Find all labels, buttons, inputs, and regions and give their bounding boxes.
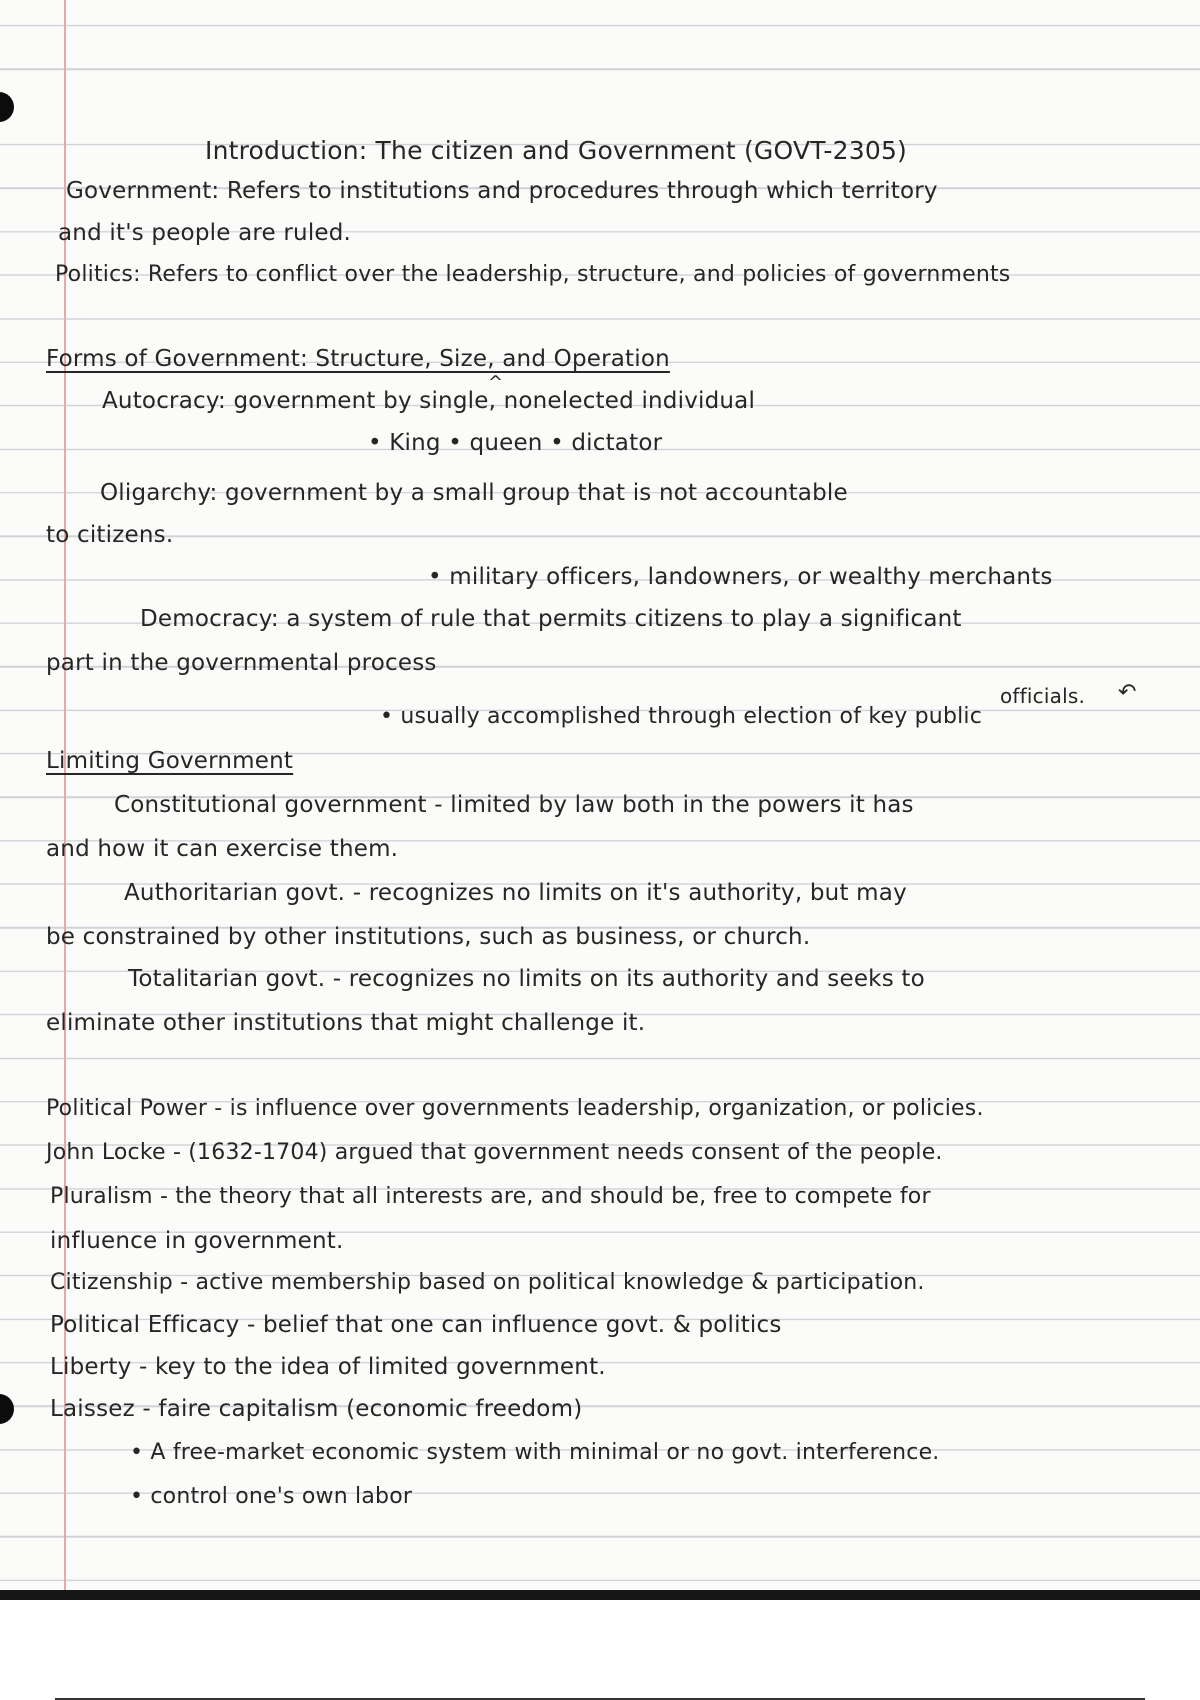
note-line: John Locke - (1632-1704) argued that government needs consent of the people. [46, 1140, 943, 1165]
footer-rule [55, 1698, 1145, 1700]
note-line: Liberty - key to the idea of limited government. [50, 1354, 606, 1380]
bullet-list: • King • queen • dictator [368, 430, 663, 456]
note-line: influence in government. [50, 1228, 344, 1254]
section-heading: Forms of Government: Structure, Size, and Operation [46, 346, 670, 372]
note-line: and it's people are ruled. [58, 220, 352, 246]
note-line: to citizens. [46, 522, 174, 548]
arrow-icon: ↶ [1118, 680, 1137, 705]
note-line: Government: Refers to institutions and procedures through which territory [66, 178, 938, 204]
note-line: part in the governmental process [46, 650, 437, 676]
note-line: eliminate other institutions that might challenge it. [46, 1010, 646, 1036]
insert-caret: ^ [488, 372, 504, 393]
note-line: and how it can exercise them. [46, 836, 399, 862]
binder-hole [0, 1394, 14, 1424]
note-line: Political Power - is influence over governments leadership, organization, or policies. [46, 1096, 984, 1121]
note-line: Oligarchy: government by a small group that is not accountable [100, 480, 848, 506]
bullet-item: • A free-market economic system with minimal or no govt. interference. [130, 1440, 940, 1465]
note-line: • usually accomplished through election of key public [380, 704, 983, 729]
note-line: Constitutional government - limited by law both in the powers it has [114, 792, 914, 818]
note-line: be constrained by other institutions, such as business, or church. [46, 924, 811, 950]
section-heading: Limiting Government [46, 748, 294, 774]
note-line: Pluralism - the theory that all interests are, and should be, free to compete for [50, 1184, 931, 1209]
notes-title: Introduction: The citizen and Government (GOVT-2305) [205, 136, 908, 165]
note-line: Politics: Refers to conflict over the leadership, structure, and policies of governments [55, 262, 1011, 287]
note-line: Political Efficacy - belief that one can influence govt. & politics [50, 1312, 782, 1338]
note-line: Authoritarian govt. - recognizes no limits on it's authority, but may [124, 880, 907, 906]
bullet-item: • control one's own labor [130, 1484, 413, 1509]
note-line: Democracy: a system of rule that permits citizens to play a significant [140, 606, 962, 632]
note-line: • military officers, landowners, or wealthy merchants [428, 564, 1053, 590]
page-edge-shadow [0, 1590, 1200, 1600]
binder-hole [0, 92, 14, 122]
note-line: Autocracy: government by single, nonelected individual [102, 388, 756, 414]
note-line: officials. [1000, 684, 1086, 708]
note-line: Totalitarian govt. - recognizes no limits on its authority and seeks to [128, 966, 925, 992]
note-line: Citizenship - active membership based on political knowledge & participation. [50, 1270, 925, 1295]
note-line: Laissez - faire capitalism (economic freedom) [50, 1396, 583, 1422]
